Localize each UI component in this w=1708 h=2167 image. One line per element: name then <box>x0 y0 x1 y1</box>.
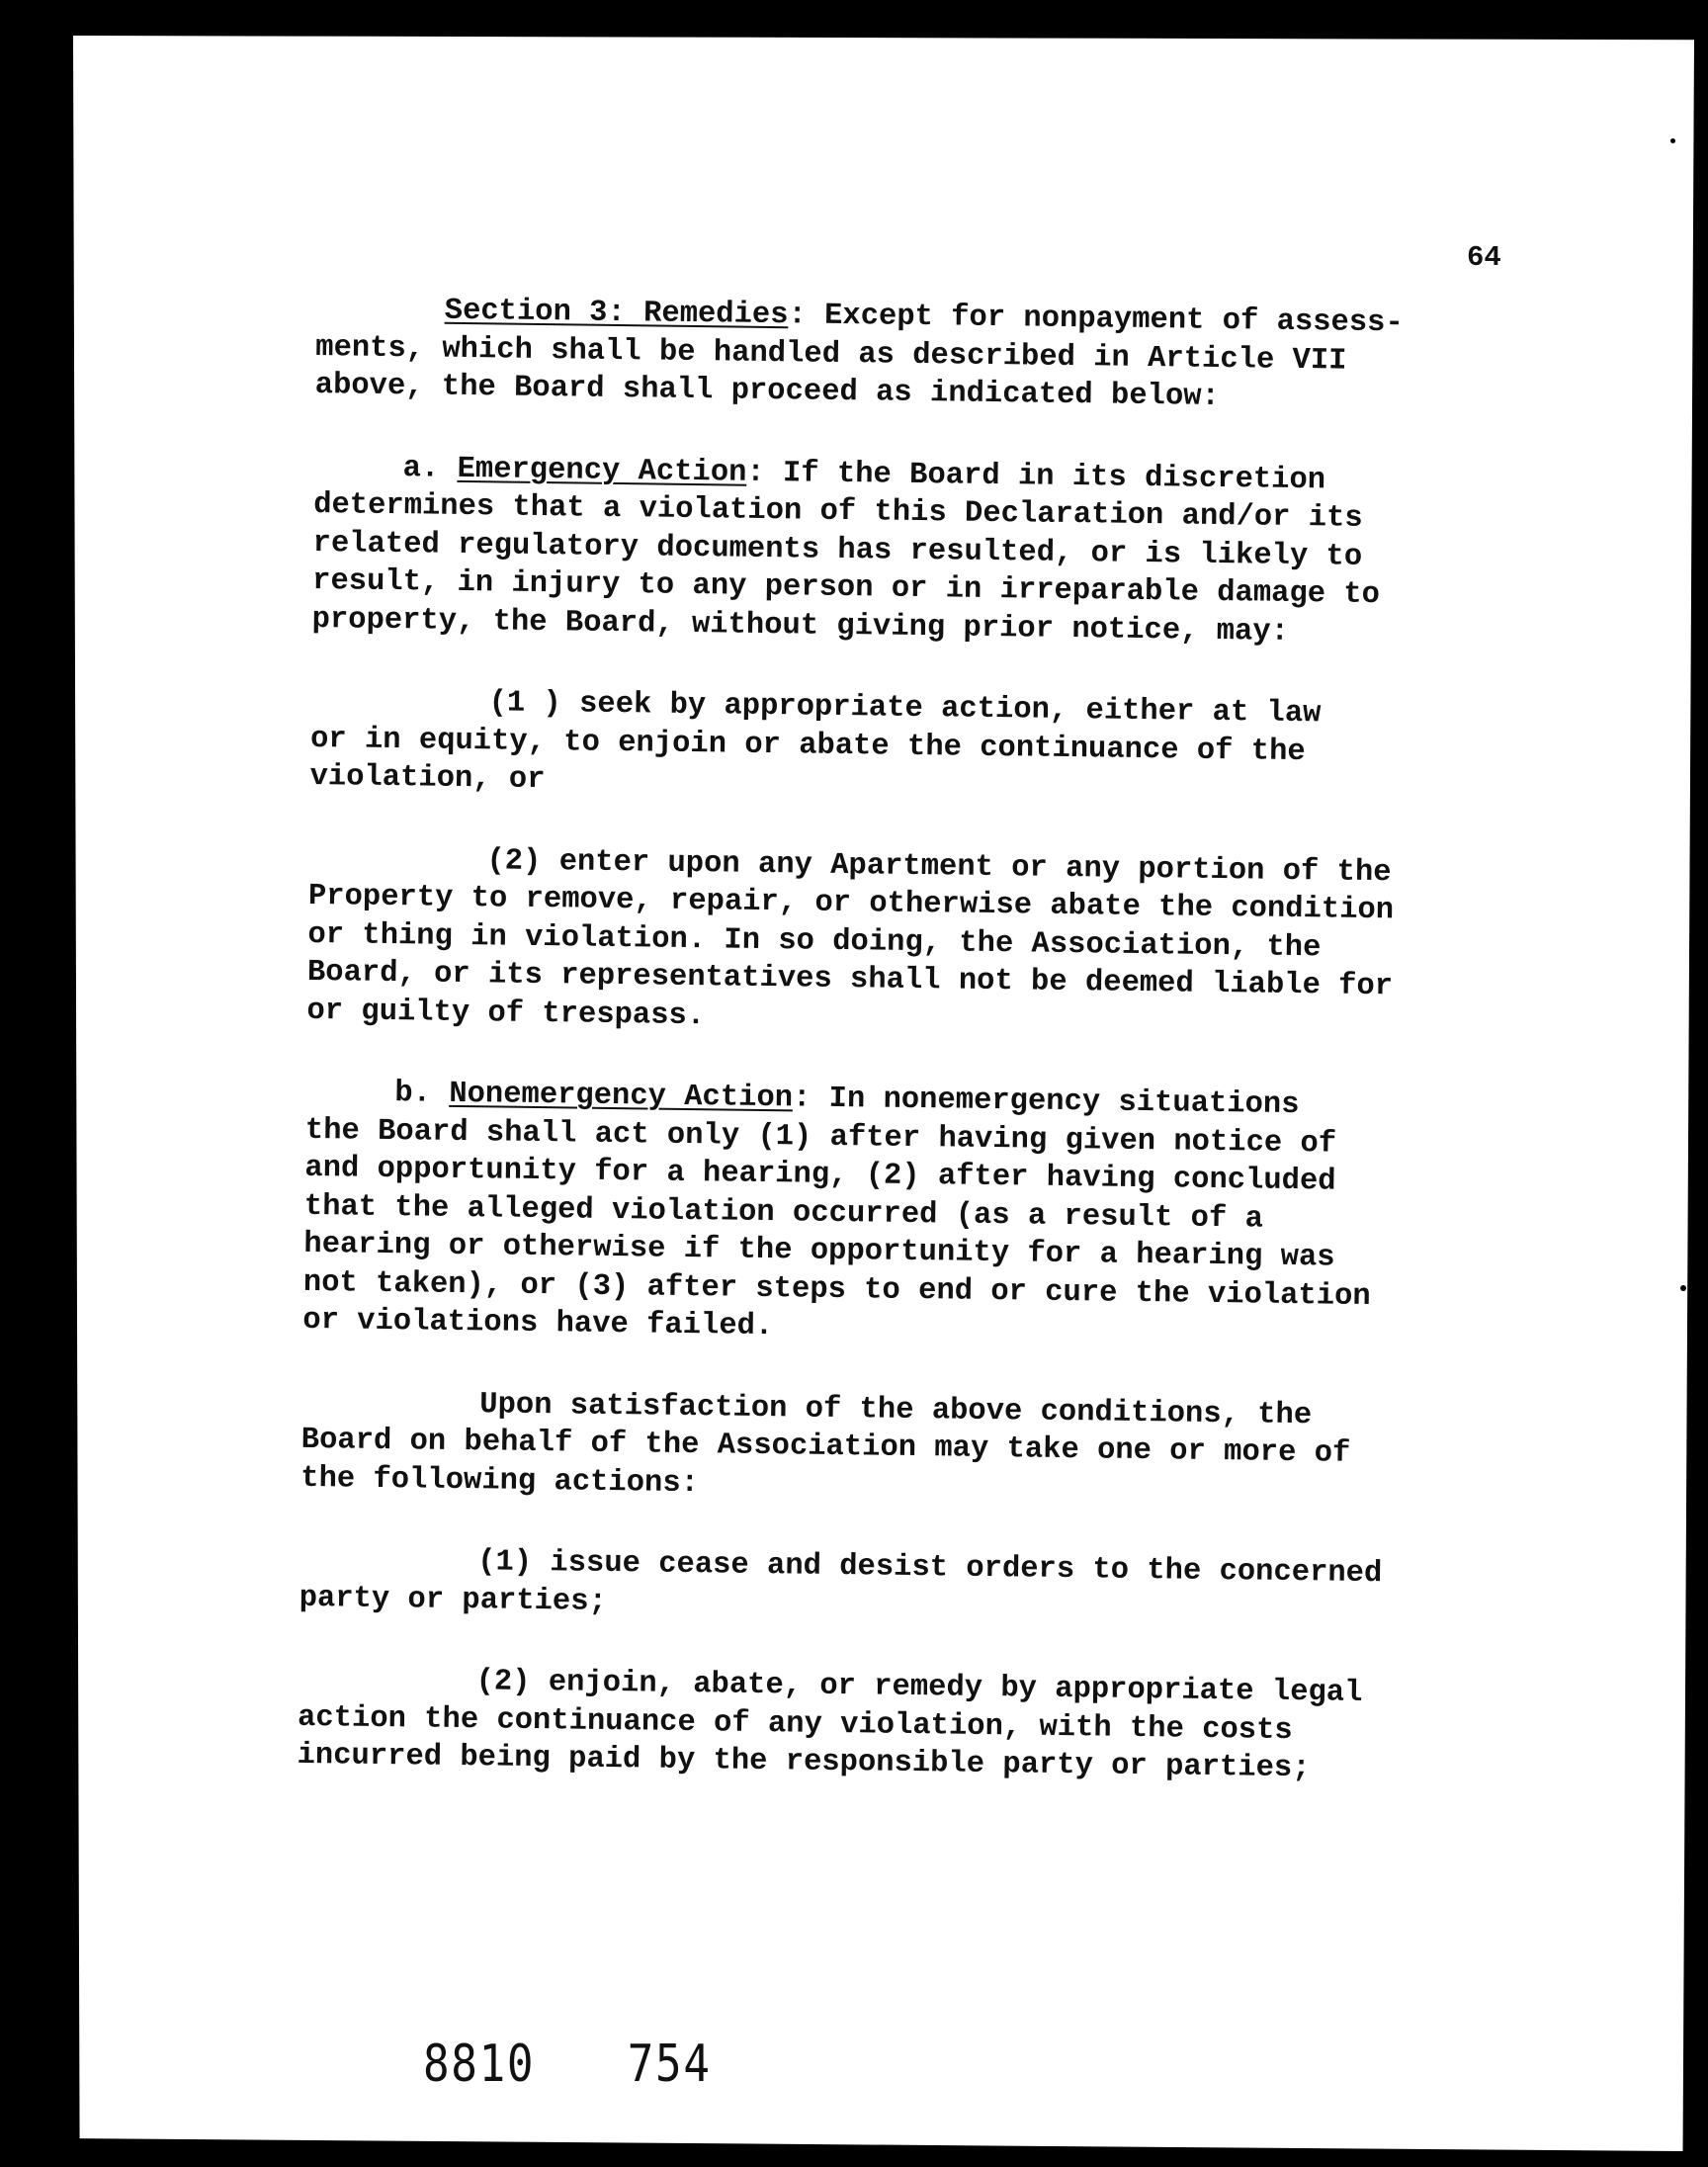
scan-speck <box>1670 138 1675 143</box>
nonemergency-heading: Nonemergency Action <box>449 1077 794 1116</box>
page-number: 64 <box>1467 241 1501 274</box>
document-stamp-number <box>423 2035 712 2094</box>
stamp-right: 754 <box>627 2035 712 2094</box>
nonemergency-marker: b. <box>394 1077 432 1111</box>
document-body <box>297 291 1512 1834</box>
action-item-1: (1) issue cease and desist orders to the concerned party or parties; <box>299 1545 1383 1619</box>
action-item-2: (2) enjoin, abate, or remedy by appropriate legal action the continuance of any violation, with the costs incurred being paid by the responsible party or parties; <box>297 1665 1363 1786</box>
section-heading: Section 3: Remedies <box>444 294 789 333</box>
upon-satisfaction-paragraph: Upon satisfaction of the above conditions, the Board on behalf of the Association may take one or more of the following actions: <box>300 1387 1351 1501</box>
scan-speck <box>42 391 51 407</box>
scan-speck <box>24 1147 29 1152</box>
emergency-text: : If the Board in its discretion determines that a violation of this Declaration and/or its related regulatory documents has resulted, or is likely to result, in injury to any person or in irreparable damage to property, the Board, without giving prior notice, may: <box>311 456 1381 650</box>
scan-speck <box>1680 1285 1686 1291</box>
section-paragraph <box>314 291 1511 420</box>
section-intro: : Except for nonpayment of assess- ments, which shall be handled as described in Article VII above, the Board shall proceed as indicated below: <box>314 299 1404 414</box>
nonemergency-text: : In nonemergency situations the Board shall act only (1) after having given notice of and opportunity for a hearing, (2) after having concluded that the alleged violation occurred (as a result of a hearing or otherwise if the opportunity for a hearing was not taken), or (3) after steps to end or cure the violation or violations have failed. <box>302 1082 1371 1344</box>
emergency-item-1: (1 ) seek by appropriate action, either at law or in equity, to enjoin or abate the continuance of the violation, or <box>309 686 1322 798</box>
emergency-marker: a. <box>402 451 440 486</box>
nonemergency-paragraph <box>302 1074 1501 1355</box>
emergency-item-2: (2) enter upon any Apartment or any portion of the Property to remove, repair, or otherwise abate the condition or thing in violation. In so doing, the Association, the Board, or its representatives shall not be deemed liable for or guilty of trespass. <box>306 843 1395 1033</box>
emergency-paragraph <box>311 448 1509 653</box>
stamp-left: 8810 <box>423 2035 536 2094</box>
emergency-heading: Emergency Action <box>457 452 747 490</box>
